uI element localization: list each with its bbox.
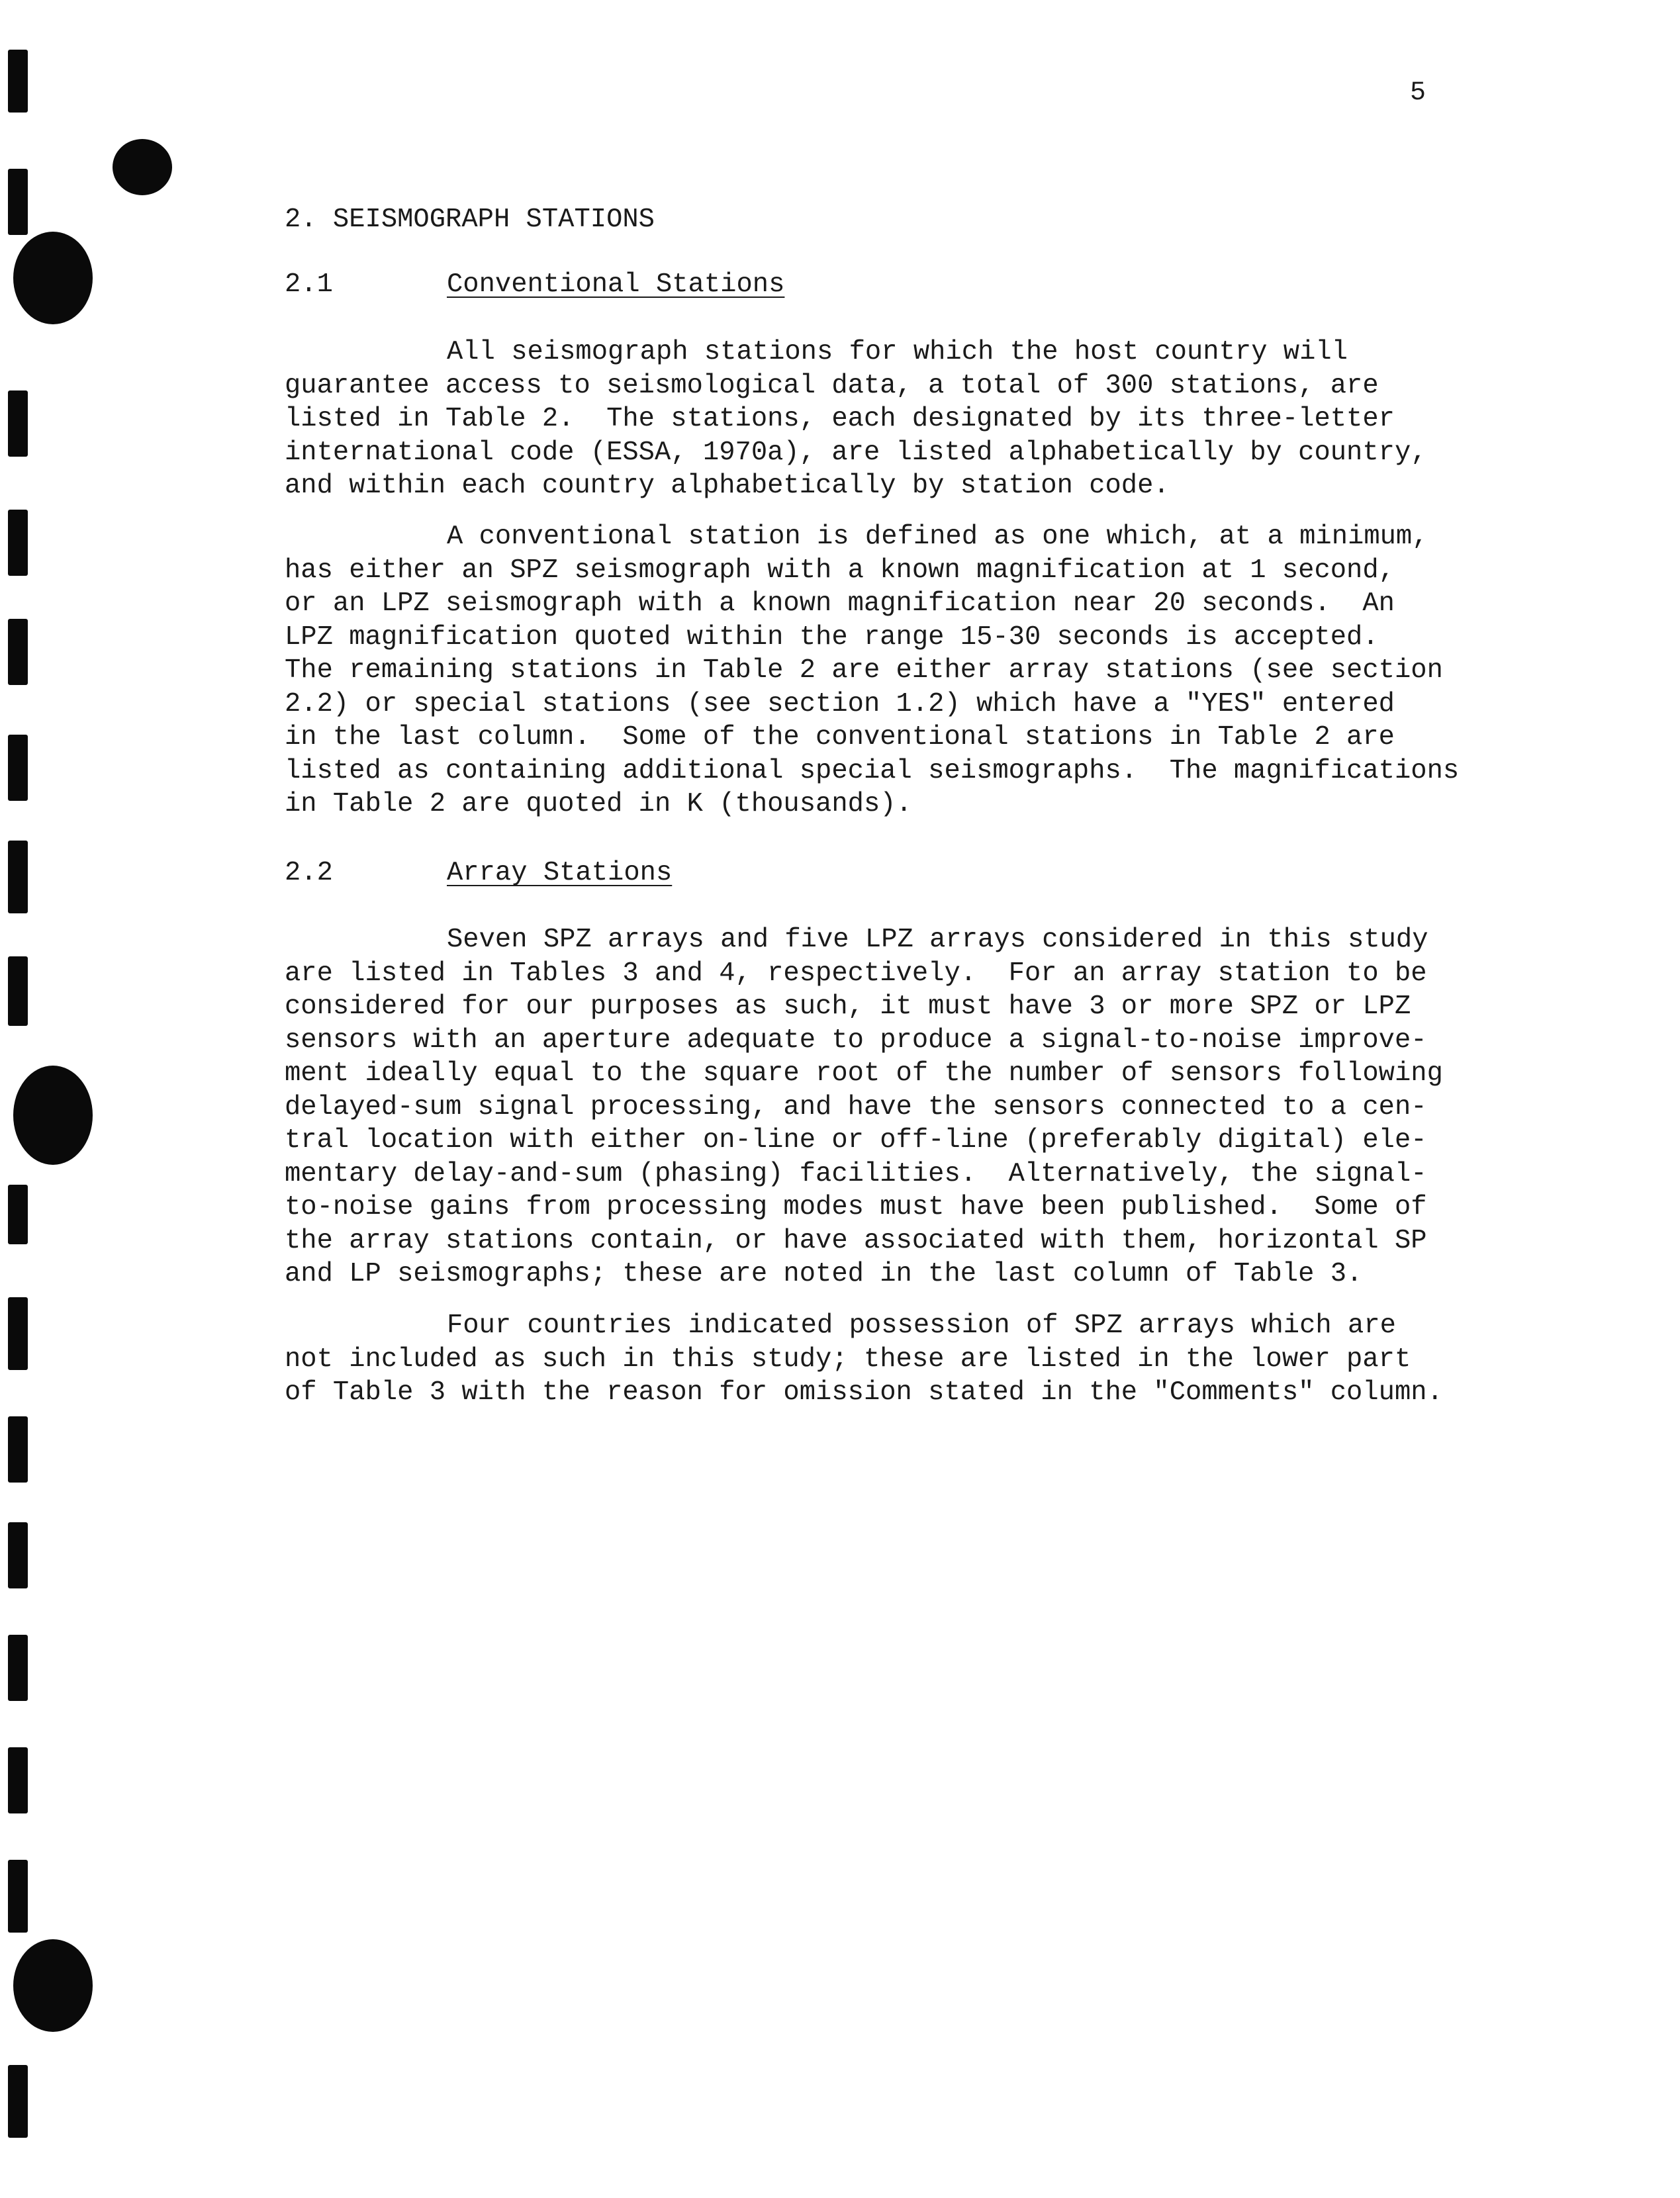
text-line: in the last column. Some of the conventional stations in Table 2 are (285, 722, 1395, 753)
text-line: sensors with an aperture adequate to produce a signal-to-noise improve- (285, 1025, 1427, 1056)
text-line: A conventional station is defined as one which, at a minimum, (447, 522, 1428, 552)
text-line: The remaining stations in Table 2 are either array stations (see section (285, 655, 1443, 686)
paragraph (285, 923, 1489, 1291)
text-line: delayed-sum signal processing, and have the sensors connected to a cen- (285, 1091, 1427, 1122)
chapter-heading: 2. SEISMOGRAPH STATIONS (285, 205, 655, 235)
text-line: listed in Table 2. The stations, each designated by its three-letter (285, 404, 1395, 434)
text-line: to-noise gains from processing modes must have been published. Some of (285, 1192, 1427, 1222)
text-line: of Table 3 with the reason for omission stated in the "Comments" column. (285, 1377, 1443, 1408)
text-line: 2.2) or special stations (see section 1.2) which have a "YES" entered (285, 688, 1395, 719)
paragraph (285, 1309, 1489, 1410)
text-line: guarantee access to seismological data, a total of 300 stations, are (285, 370, 1379, 401)
text-line: All seismograph stations for which the host country will (447, 337, 1348, 367)
text-line: LPZ magnification quoted within the range 15-30 seconds is accepted. (285, 621, 1379, 653)
paragraph (285, 336, 1489, 503)
section-number: 2.2 (285, 858, 333, 888)
text-line: tral location with either on-line or off-line (preferably digital) ele- (285, 1125, 1427, 1156)
text-line: Four countries indicated possession of SPZ arrays which are (447, 1310, 1396, 1341)
text-line: not included as such in this study; these are listed in the lower part (285, 1344, 1411, 1375)
text-line: Seven SPZ arrays and five LPZ arrays considered in this study (447, 925, 1428, 955)
page-number: 5 (1410, 78, 1426, 108)
paragraph (285, 520, 1489, 821)
text-line: the array stations contain, or have associated with them, horizontal SP (285, 1225, 1427, 1256)
text-line: has either an SPZ seismograph with a known magnification at 1 second, (285, 555, 1395, 586)
text-line: international code (ESSA, 1970a), are listed alphabetically by country, (285, 437, 1427, 468)
text-line: in Table 2 are quoted in K (thousands). (285, 789, 912, 819)
text-line: mentary delay-and-sum (phasing) facilities. Alternatively, the signal- (285, 1158, 1427, 1189)
text-line: ment ideally equal to the square root of the number of sensors following (285, 1058, 1443, 1089)
section-number: 2.1 (285, 269, 333, 300)
text-line: or an LPZ seismograph with a known magnification near 20 seconds. An (285, 588, 1395, 619)
text-line: are listed in Tables 3 and 4, respectively. For an array station to be (285, 958, 1427, 989)
text-line: and within each country alphabetically by station code. (285, 471, 1170, 501)
text-line: listed as containing additional special seismographs. The magnifications (285, 755, 1460, 786)
text-line: and LP seismographs; these are noted in the last column of Table 3. (285, 1259, 1363, 1289)
text-line: considered for our purposes as such, it must have 3 or more SPZ or LPZ (285, 991, 1411, 1022)
section-title: Array Stations (447, 858, 673, 888)
section-title: Conventional Stations (447, 269, 785, 300)
